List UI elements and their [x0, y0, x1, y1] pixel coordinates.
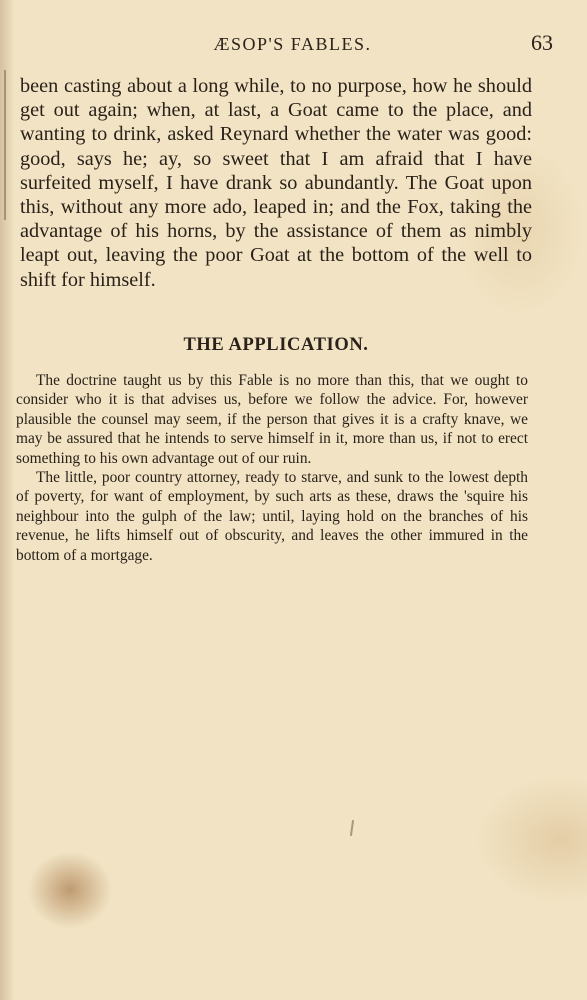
- ink-mark: [350, 820, 354, 836]
- page-header: [20, 30, 565, 60]
- binding-edge: [4, 70, 6, 220]
- page-number: 63: [531, 30, 553, 55]
- application-paragraph-2: The little, poor country attorney, ready to starve, and sunk to the lowest depth of poverty, for want of employment, by such arts as these, draws the 'squire his neighbour into the gulph of the law; until, laying hold on the branches of his revenue, he lifts himself out of obscurity, and leaves the other immured in the bottom of a mortgage.: [16, 469, 528, 564]
- application-paragraph-1: The doctrine taught us by this Fable is no more than this, that we ought to consider who it is that advises us, before we follow the advice. For, however plausible the counsel may seem, if the person that gives it is a crafty knave, we may be assured that he intends to serve himself in it, more than us, if not to erect something to his own advantage out of our ruin.: [16, 372, 528, 467]
- application-section: [16, 371, 528, 565]
- fable-text: been casting about a long while, to no purpose, how he should get out again; when, at last, a Goat came to the place, and wanting to drink, asked Reynard whether the water was good: good, says he; ay, so sweet that I am afraid that I have surfeited myself, I have drank so abundantly. The Goat upon this, without any more ado, leaped in; and the Fox, taking the advantage of his horns, by the assistance of them as nimbly leapt out, leaving the poor Goat at the bottom of the well to shift for himself.: [20, 75, 532, 291]
- application-heading: THE APPLICATION.: [183, 335, 369, 355]
- running-title: ÆSOP'S FABLES.: [213, 34, 372, 54]
